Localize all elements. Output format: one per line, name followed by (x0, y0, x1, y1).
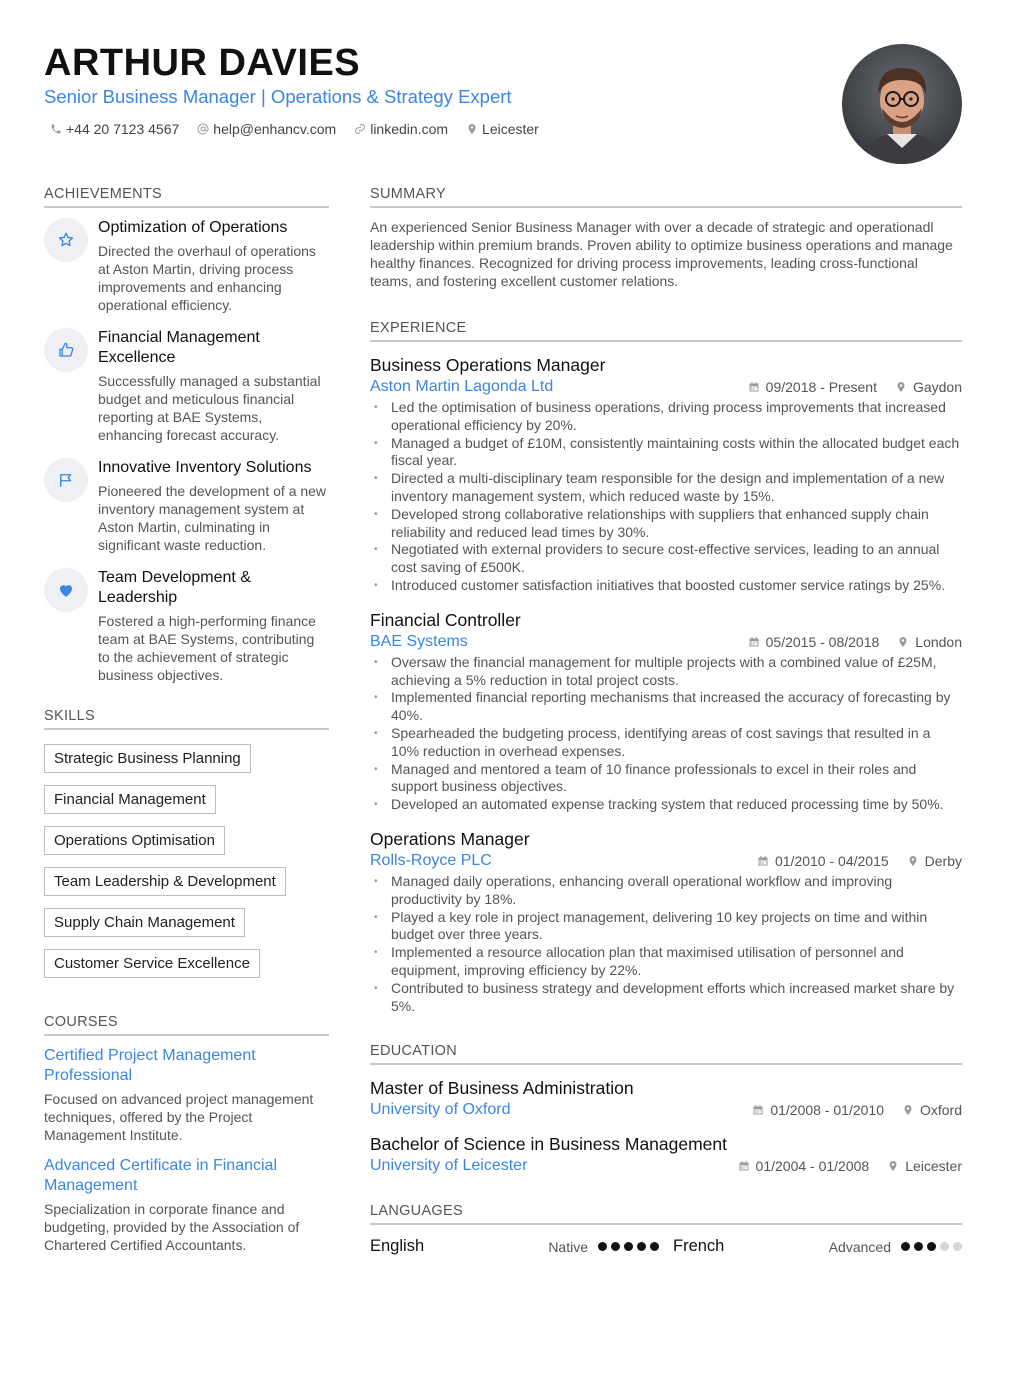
course-desc: Focused on advanced project management techniques, offered by the Project Management Institute. (44, 1091, 314, 1143)
education-entry (370, 1133, 962, 1175)
rating-dot-filled (637, 1242, 646, 1251)
skill-tag: Supply Chain Management (44, 908, 245, 937)
job-dates: 05/2015 - 08/2018 (765, 633, 880, 650)
achievement-title: Financial Management Excellence (98, 329, 260, 366)
courses-heading: COURSES (44, 1014, 329, 1036)
education-heading: EDUCATION (370, 1043, 962, 1065)
achievement-title: Team Development & Leadership (98, 569, 251, 606)
job-title: Operations Manager (370, 828, 530, 849)
job-bullet: • Played a key role in project management, delivering 10 key projects on time and within budget over three years. (370, 909, 962, 945)
contact-linkedin[interactable] (354, 121, 448, 137)
skills-list (44, 744, 329, 978)
job-bullets (370, 654, 962, 814)
education-dates: 01/2008 - 01/2010 (770, 1102, 884, 1119)
achievement-item (44, 458, 329, 554)
language-name: French (673, 1237, 725, 1256)
rating-dot-empty (940, 1242, 949, 1251)
achievement-icon-wrap (44, 568, 88, 612)
job-company: BAE Systems (370, 632, 468, 650)
calendar-icon (738, 1160, 750, 1172)
thumbs-up-icon (57, 341, 75, 359)
achievement-icon-wrap (44, 458, 88, 502)
contact-phone[interactable] (50, 121, 179, 137)
skills-heading: SKILLS (44, 708, 329, 730)
candidate-tagline: Senior Business Manager | Operations & Strategy Expert (44, 86, 512, 107)
language-item (673, 1237, 962, 1256)
profile-photo (842, 44, 962, 164)
job-bullets (370, 399, 962, 595)
job-company: Aston Martin Lagonda Ltd (370, 378, 554, 395)
achievement-desc: Directed the overhaul of operations at Aston Martin, driving process improvements and enhancing operational efficiency. (98, 243, 316, 313)
job-title: Business Operations Manager (370, 355, 606, 375)
contact-bar (50, 121, 539, 137)
achievement-title: Innovative Inventory Solutions (98, 459, 312, 476)
skill-tag: Financial Management (44, 785, 216, 814)
degree-title: Master of Business Administration (370, 1078, 634, 1099)
calendar-icon (748, 636, 760, 648)
language-rating (598, 1242, 659, 1251)
link-icon (354, 123, 366, 135)
location-pin-icon (887, 1160, 899, 1172)
location-pin-icon (902, 1104, 914, 1116)
contact-location (466, 121, 539, 137)
location-pin-icon (895, 381, 907, 393)
language-item (370, 1237, 659, 1256)
course-title: Advanced Certificate in Financial Management (44, 1157, 278, 1194)
job-bullet: • Directed a multi-disciplinary team responsible for the design and implementation of a new inventory management system, which reduced waste by 15%. (370, 470, 962, 506)
rating-dot-empty (953, 1242, 962, 1251)
education-entry (370, 1077, 962, 1119)
job-company: Rolls-Royce PLC (370, 851, 492, 869)
achievement-icon-wrap (44, 218, 88, 262)
job-bullet: • Developed strong collaborative relationships with suppliers that enhanced supply chain reliability and reduced lead times by 30%. (370, 506, 962, 542)
degree-title: Bachelor of Science in Business Management (370, 1134, 728, 1155)
job-bullets (370, 873, 962, 1015)
rating-dot-filled (901, 1242, 910, 1251)
calendar-icon (752, 1104, 764, 1116)
course-desc: Specialization in corporate finance and budgeting, provided by the Association of Chartered Certified Accountants. (44, 1201, 300, 1253)
calendar-icon (748, 381, 760, 393)
right-column (370, 186, 962, 1256)
languages-heading: LANGUAGES (370, 1203, 962, 1225)
job-bullet: • Negotiated with external providers to secure cost-effective services, leading to an annual cost saving of £500K. (370, 541, 962, 577)
achievement-title: Optimization of Operations (98, 219, 288, 236)
summary-heading: SUMMARY (370, 186, 962, 208)
experience-heading: EXPERIENCE (370, 320, 962, 342)
course-item (44, 1046, 329, 1144)
achievement-item (44, 568, 329, 684)
job-bullet: • Contributed to business strategy and development efforts which increased market share by 5%. (370, 980, 962, 1016)
contact-email[interactable] (197, 121, 336, 137)
education-dates: 01/2004 - 01/2008 (755, 1158, 870, 1175)
skill-tag: Strategic Business Planning (44, 744, 251, 773)
job-entry (370, 609, 962, 814)
location-pin-icon (466, 123, 478, 135)
education-location: Oxford (919, 1102, 962, 1119)
job-location: Derby (924, 852, 962, 869)
at-icon (197, 123, 209, 135)
contact-location-text: Leicester (482, 121, 539, 137)
job-bullet: • Developed an automated expense tracking system that reduced processing time by 50%. (370, 796, 962, 814)
education-location: Leicester (905, 1158, 962, 1175)
language-level: Advanced (828, 1238, 891, 1255)
job-bullet: • Managed daily operations, enhancing overall operational workflow and improving productivity by 18%. (370, 873, 962, 909)
job-location: London (915, 633, 962, 650)
job-entry (370, 828, 962, 1015)
skill-tag: Team Leadership & Development (44, 867, 286, 896)
contact-email-text: help@enhancv.com (213, 121, 337, 137)
job-title: Financial Controller (370, 609, 521, 630)
rating-dot-filled (650, 1242, 659, 1251)
job-location: Gaydon (912, 379, 962, 395)
achievement-desc: Pioneered the development of a new inventory management system at Aston Martin, culminating in significant waste reduction. (98, 483, 327, 553)
achievement-desc: Successfully managed a substantial budget and meticulous financial reporting at BAE Systems, enhancing forecast accuracy. (98, 373, 321, 443)
job-bullet: • Spearheaded the budgeting process, identifying areas of cost savings that resulted in a 10% reduction in overhead expenses. (370, 725, 962, 761)
contact-linkedin-text: linkedin.com (370, 121, 449, 137)
course-item (44, 1156, 329, 1254)
rating-dot-filled (927, 1242, 936, 1251)
candidate-name: ARTHUR DAVIES (44, 42, 361, 84)
job-bullet: • Managed a budget of £10M, consistently maintaining costs within the allocated budget each fiscal year. (370, 435, 962, 471)
achievement-icon-wrap (44, 328, 88, 372)
rating-dot-filled (914, 1242, 923, 1251)
calendar-icon (757, 855, 769, 867)
school-name: University of Oxford (370, 1101, 511, 1119)
job-bullet: • Introduced customer satisfaction initiatives that boosted customer service ratings by 25%. (370, 577, 962, 595)
job-bullet: • Implemented a resource allocation plan that maximised utilisation of personnel and equipment, improving efficiency by 22%. (370, 944, 962, 980)
profile-photo-graphic (842, 44, 962, 164)
languages-list (370, 1237, 962, 1256)
flag-icon (57, 471, 75, 489)
skill-tag: Operations Optimisation (44, 826, 225, 855)
contact-phone-text: +44 20 7123 4567 (66, 121, 180, 137)
phone-icon (50, 123, 62, 135)
job-bullet: • Implemented financial reporting mechanisms that increased the accuracy of forecasting by 40%. (370, 689, 962, 725)
achievement-item (44, 218, 329, 314)
achievement-desc: Fostered a high-performing finance team at BAE Systems, contributing to the achievement of strategic business objectives. (98, 613, 316, 683)
rating-dot-filled (624, 1242, 633, 1251)
rating-dot-filled (598, 1242, 607, 1251)
summary-text: An experienced Senior Business Manager with over a decade of strategic and operationadl leadership within premium brands. Proven ability to optimize business operations and manage healthy finances. Recognized for driving process improvements, leading cross-functional teams, and fostering excellent customer relations. (370, 219, 953, 289)
achievements-heading: ACHIEVEMENTS (44, 186, 329, 208)
star-icon (57, 231, 75, 249)
school-name: University of Leicester (370, 1157, 528, 1175)
skill-tag: Customer Service Excellence (44, 949, 260, 978)
job-bullet: • Managed and mentored a team of 10 finance professionals to excel in their roles and support business objectives. (370, 761, 962, 797)
language-name: English (370, 1237, 425, 1256)
achievement-item (44, 328, 329, 444)
job-bullet: • Oversaw the financial management for multiple projects with a combined value of £25M, achieving a 5% reduction in total project costs. (370, 654, 962, 690)
job-entry (370, 354, 962, 595)
heart-icon (57, 581, 75, 599)
language-rating (901, 1242, 962, 1251)
language-level: Native (548, 1238, 588, 1255)
job-dates: 01/2010 - 04/2015 (774, 852, 889, 869)
rating-dot-filled (611, 1242, 620, 1251)
location-pin-icon (897, 636, 909, 648)
left-column (44, 186, 329, 1266)
job-bullet: • Led the optimisation of business operations, driving process improvements that increased operational efficiency by 20%. (370, 399, 962, 435)
location-pin-icon (907, 855, 919, 867)
course-title: Certified Project Management Professional (44, 1047, 256, 1084)
job-dates: 09/2018 - Present (765, 379, 877, 395)
